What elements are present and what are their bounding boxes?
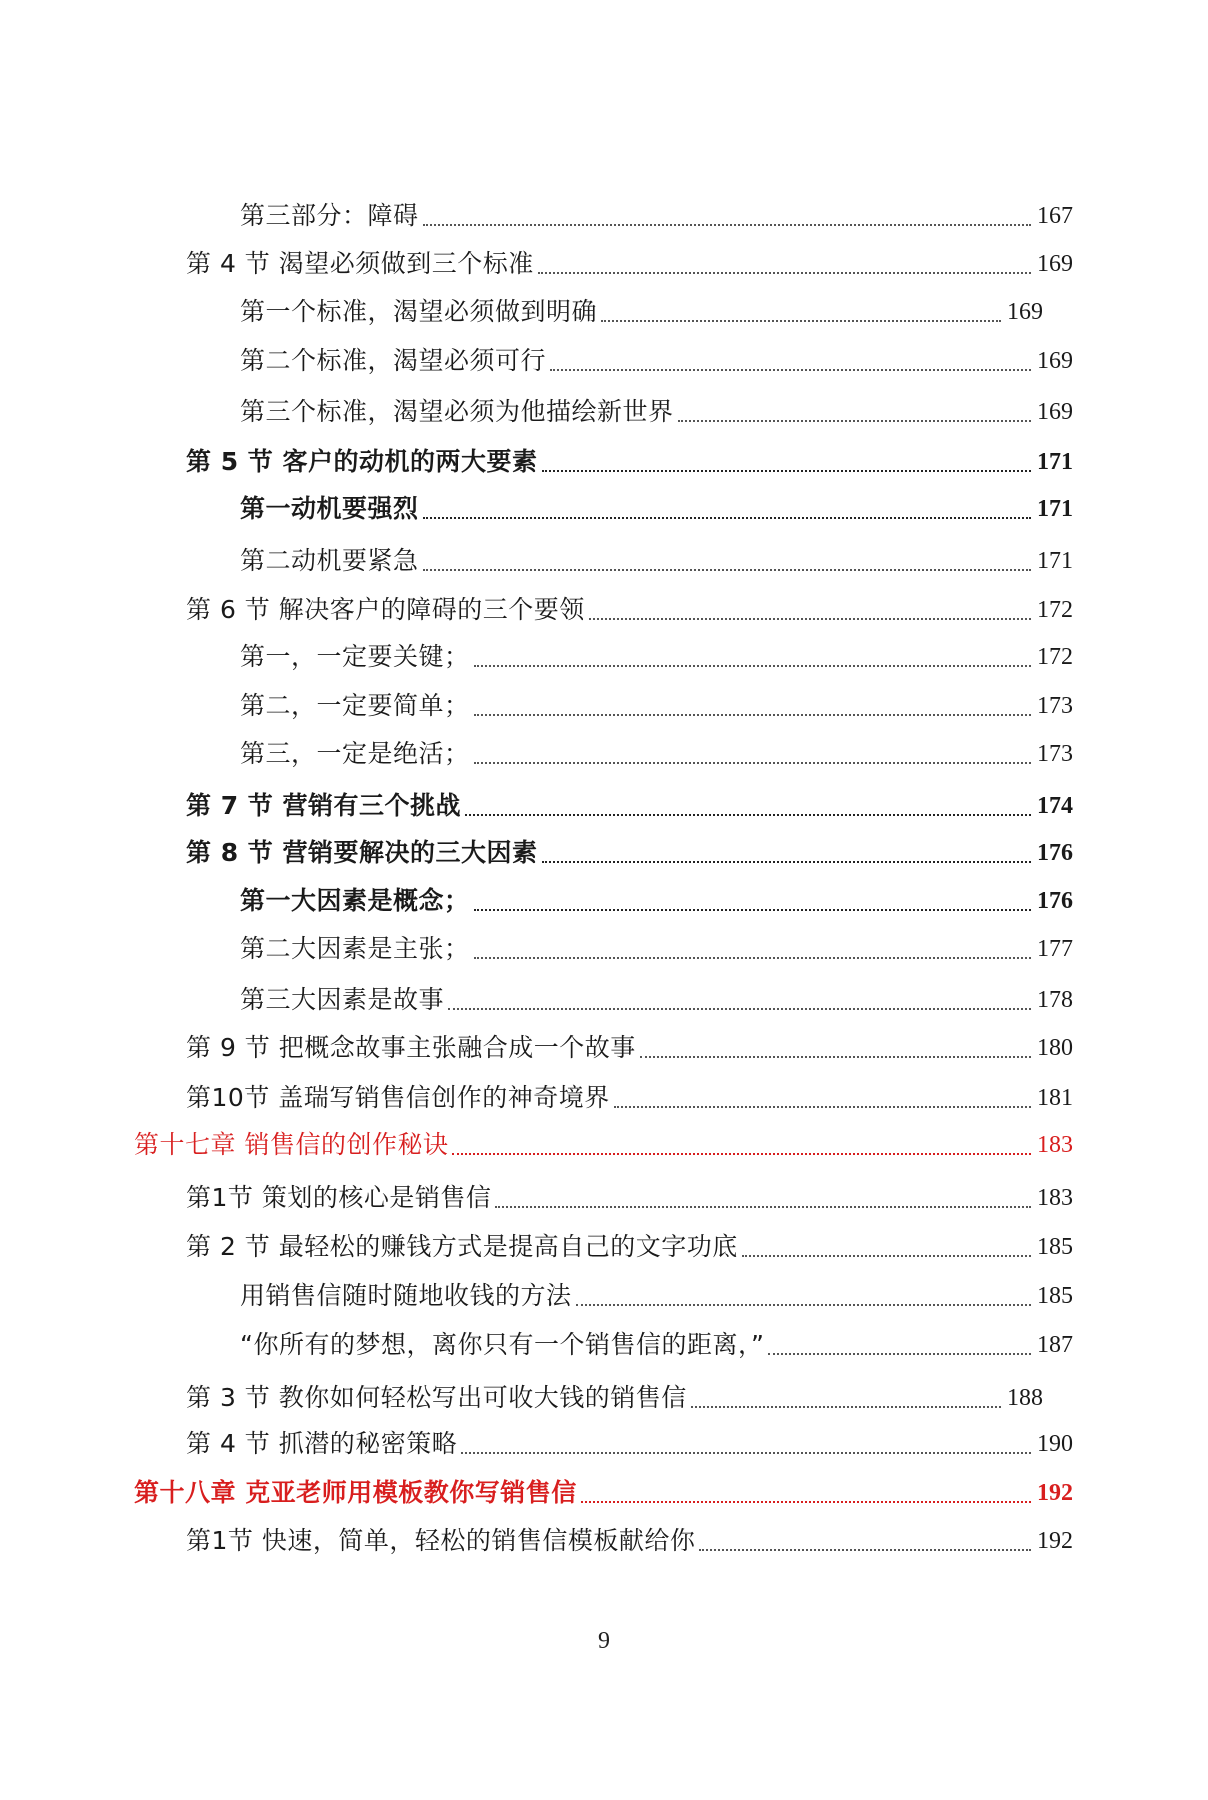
toc-entry-page: 173 bbox=[1037, 693, 1073, 719]
toc-entry-title: 第10节 盖瑞写销售信创作的神奇境界 bbox=[186, 1083, 610, 1112]
toc-entry-page: 177 bbox=[1037, 936, 1073, 962]
dot-leader bbox=[542, 861, 1031, 863]
dot-leader bbox=[550, 369, 1031, 371]
toc-entry[interactable] bbox=[240, 541, 1073, 581]
toc-entry[interactable] bbox=[186, 442, 1073, 482]
toc-entry[interactable] bbox=[240, 734, 1073, 774]
dot-leader bbox=[542, 470, 1031, 472]
dot-leader bbox=[601, 320, 1001, 322]
dot-leader bbox=[474, 714, 1031, 716]
toc-entry[interactable] bbox=[240, 392, 1073, 432]
dot-leader bbox=[768, 1353, 1031, 1355]
toc-entry[interactable] bbox=[240, 637, 1073, 677]
toc-entry-page: 176 bbox=[1037, 888, 1073, 914]
toc-entry-title: 第 2 节 最轻松的赚钱方式是提高自己的文字功底 bbox=[186, 1232, 738, 1261]
toc-entry-page: 173 bbox=[1037, 741, 1073, 767]
toc-entry-page: 171 bbox=[1037, 496, 1073, 522]
toc-entry-page: 176 bbox=[1037, 840, 1073, 866]
dot-leader bbox=[538, 272, 1031, 274]
toc-entry-title: 第二个标准，渴望必须可行 bbox=[240, 346, 547, 375]
toc-entry[interactable] bbox=[186, 786, 1073, 826]
dot-leader bbox=[474, 909, 1031, 911]
toc-entry-page: 171 bbox=[1037, 449, 1073, 475]
toc-entry-page: 172 bbox=[1037, 597, 1073, 623]
dot-leader bbox=[474, 665, 1031, 667]
toc-entry[interactable] bbox=[240, 196, 1073, 236]
toc-entry[interactable] bbox=[240, 292, 1043, 332]
toc-entry-page: 192 bbox=[1037, 1480, 1073, 1506]
toc-entry-page: 192 bbox=[1037, 1528, 1073, 1554]
dot-leader bbox=[589, 618, 1031, 620]
toc-entry-title: 第1节 快速，简单，轻松的销售信模板献给你 bbox=[186, 1526, 696, 1555]
toc-entry-title: 第二动机要紧急 bbox=[240, 546, 419, 575]
dot-leader bbox=[678, 420, 1031, 422]
toc-entry-page: 187 bbox=[1037, 1332, 1073, 1358]
toc-entry-title: 第 5 节 客户的动机的两大要素 bbox=[186, 447, 538, 476]
toc-entry-title: 第三，一定是绝活； bbox=[240, 739, 470, 768]
toc-entry[interactable] bbox=[240, 881, 1073, 921]
toc-entry-title: 第 6 节 解决客户的障碍的三个要领 bbox=[186, 595, 585, 624]
toc-entry-page: 167 bbox=[1037, 203, 1073, 229]
toc-entry-page: 169 bbox=[1007, 299, 1043, 325]
toc-entry[interactable] bbox=[240, 489, 1073, 529]
toc-entry-title: 第 8 节 营销要解决的三大因素 bbox=[186, 838, 538, 867]
toc-entry-title: 第 4 节 抓潜的秘密策略 bbox=[186, 1429, 458, 1458]
dot-leader bbox=[461, 1452, 1031, 1454]
toc-entry-title: 第十八章 克亚老师用模板教你写销售信 bbox=[134, 1478, 577, 1507]
toc-entry-page: 169 bbox=[1037, 348, 1073, 374]
toc-entry[interactable] bbox=[240, 341, 1073, 381]
toc-entry-page: 185 bbox=[1037, 1234, 1073, 1260]
dot-leader bbox=[452, 1153, 1031, 1155]
toc-entry-title: 第十七章 销售信的创作秘诀 bbox=[134, 1130, 449, 1159]
dot-leader bbox=[640, 1056, 1031, 1058]
toc-entry[interactable] bbox=[186, 1028, 1073, 1068]
toc-entry[interactable] bbox=[186, 1521, 1073, 1561]
chapter-heading[interactable] bbox=[134, 1125, 1073, 1165]
toc-entry-page: 183 bbox=[1037, 1132, 1073, 1158]
dot-leader bbox=[691, 1406, 1001, 1408]
toc-entry-page: 181 bbox=[1037, 1085, 1073, 1111]
toc-entry[interactable] bbox=[240, 980, 1073, 1020]
toc-entry-title: 用销售信随时随地收钱的方法 bbox=[240, 1281, 572, 1310]
dot-leader bbox=[699, 1549, 1031, 1551]
toc-entry-title: 第 3 节 教你如何轻松写出可收大钱的销售信 bbox=[186, 1383, 687, 1412]
toc-entry-page: 178 bbox=[1037, 987, 1073, 1013]
toc-entry[interactable] bbox=[186, 1227, 1073, 1267]
toc-entry-page: 188 bbox=[1007, 1385, 1043, 1411]
toc-entry-page: 190 bbox=[1037, 1431, 1073, 1457]
toc-entry-title: 第 4 节 渴望必须做到三个标准 bbox=[186, 249, 534, 278]
toc-entry[interactable] bbox=[186, 244, 1073, 284]
toc-entry-title: “你所有的梦想，离你只有一个销售信的距离，” bbox=[240, 1330, 765, 1359]
toc-entry-title: 第三个标准，渴望必须为他描绘新世界 bbox=[240, 397, 674, 426]
dot-leader bbox=[576, 1304, 1031, 1306]
dot-leader bbox=[423, 224, 1031, 226]
dot-leader bbox=[474, 762, 1031, 764]
toc-entry-page: 183 bbox=[1037, 1185, 1073, 1211]
dot-leader bbox=[581, 1501, 1031, 1503]
toc-entry[interactable] bbox=[240, 1276, 1073, 1316]
toc-entry-page: 171 bbox=[1037, 548, 1073, 574]
dot-leader bbox=[465, 814, 1031, 816]
toc-entry-page: 174 bbox=[1037, 793, 1073, 819]
dot-leader bbox=[495, 1206, 1031, 1208]
toc-entry-page: 172 bbox=[1037, 644, 1073, 670]
toc-entry[interactable] bbox=[186, 590, 1073, 630]
toc-entry-title: 第1节 策划的核心是销售信 bbox=[186, 1183, 492, 1212]
dot-leader bbox=[614, 1106, 1031, 1108]
toc-entry-title: 第二，一定要简单； bbox=[240, 691, 470, 720]
toc-entry-page: 169 bbox=[1037, 251, 1073, 277]
toc-entry-page: 169 bbox=[1037, 399, 1073, 425]
toc-entry-title: 第 7 节 营销有三个挑战 bbox=[186, 791, 462, 820]
dot-leader bbox=[448, 1008, 1031, 1010]
toc-entry[interactable] bbox=[186, 1424, 1073, 1464]
chapter-heading[interactable] bbox=[134, 1473, 1073, 1513]
toc-entry-title: 第三大因素是故事 bbox=[240, 985, 445, 1014]
page-number: 9 bbox=[598, 1628, 610, 1654]
toc-entry[interactable] bbox=[186, 1078, 1073, 1118]
toc-entry[interactable] bbox=[240, 686, 1073, 726]
toc-entry-title: 第三部分：障碍 bbox=[240, 201, 419, 230]
toc-entry-title: 第一个标准，渴望必须做到明确 bbox=[240, 297, 598, 326]
dot-leader bbox=[474, 957, 1031, 959]
dot-leader bbox=[423, 517, 1031, 519]
dot-leader bbox=[423, 569, 1031, 571]
toc-entry-title: 第二大因素是主张； bbox=[240, 934, 470, 963]
toc-entry-page: 180 bbox=[1037, 1035, 1073, 1061]
toc-entry[interactable] bbox=[186, 1378, 1043, 1418]
toc-entry-title: 第 9 节 把概念故事主张融合成一个故事 bbox=[186, 1033, 636, 1062]
toc-entry[interactable] bbox=[240, 1325, 1073, 1365]
dot-leader bbox=[742, 1255, 1031, 1257]
toc-entry[interactable] bbox=[186, 1178, 1073, 1218]
toc-entry[interactable] bbox=[186, 833, 1073, 873]
toc-entry-title: 第一动机要强烈 bbox=[240, 494, 419, 523]
toc-entry-title: 第一，一定要关键； bbox=[240, 642, 470, 671]
toc-entry-page: 185 bbox=[1037, 1283, 1073, 1309]
toc-entry-title: 第一大因素是概念； bbox=[240, 886, 470, 915]
toc-entry[interactable] bbox=[240, 929, 1073, 969]
